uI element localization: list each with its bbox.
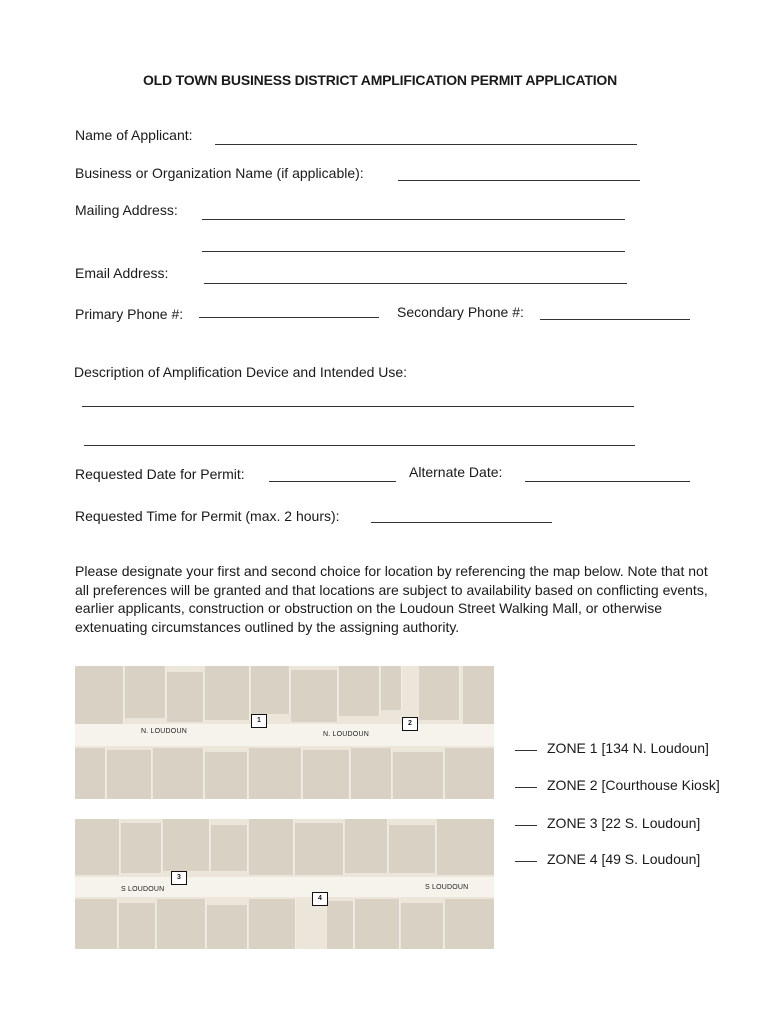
zone-3-option[interactable] [515, 815, 700, 831]
zone-4-option[interactable] [515, 851, 700, 867]
south-street-label-right: S LOUDOUN [425, 884, 469, 891]
requested-time-field[interactable] [371, 522, 552, 523]
zone-1-label: ZONE 1 [134 N. Loudoun] [547, 740, 709, 756]
primary-phone-field[interactable] [199, 317, 379, 318]
applicant-name-field[interactable] [215, 144, 637, 145]
north-street-label-right: N. LOUDOUN [323, 731, 369, 738]
zone-3-label: ZONE 3 [22 S. Loudoun] [547, 815, 701, 831]
zone-1-option[interactable] [515, 740, 709, 756]
device-description-field-line2[interactable] [84, 445, 635, 446]
business-name-label: Business or Organization Name (if applicable): [75, 165, 364, 181]
secondary-phone-label: Secondary Phone #: [397, 304, 524, 320]
mailing-address-field-line1[interactable] [202, 219, 625, 220]
location-instructions: Please designate your first and second choice for location by referencing the map below. Note that not all preferences will be granted and that locations are subject to availability based on conflicting events, earlier applicants, construction or obstruction on the Loudoun Street Walking Mall, or otherwise extenuating circumstances outlined by the assigning authority. [75, 563, 708, 635]
zone-2-label: ZONE 2 [Courthouse Kiosk] [547, 777, 720, 793]
zone-1-marker: 1 [251, 714, 267, 728]
alternate-date-field[interactable] [525, 481, 690, 482]
secondary-phone-field[interactable] [540, 319, 690, 320]
form-title: OLD TOWN BUSINESS DISTRICT AMPLIFICATION PERMIT APPLICATION [142, 72, 618, 88]
south-street-label-left: S LOUDOUN [121, 886, 165, 893]
primary-phone-label: Primary Phone #: [75, 306, 184, 322]
zone-4-label: ZONE 4 [49 S. Loudoun] [547, 851, 701, 867]
applicant-name-label: Name of Applicant: [75, 127, 193, 143]
mailing-address-field-line2[interactable] [202, 251, 625, 252]
device-description-label: Description of Amplification Device and Intended Use: [74, 364, 408, 380]
zone-1-choice-blank[interactable] [515, 750, 537, 751]
email-label: Email Address: [75, 265, 169, 281]
business-name-field[interactable] [398, 180, 640, 181]
alternate-date-label: Alternate Date: [409, 464, 503, 480]
zone-3-choice-blank[interactable] [515, 825, 537, 826]
zone-2-option[interactable] [515, 777, 720, 793]
zone-2-choice-blank[interactable] [515, 787, 537, 788]
zone-3-marker: 3 [171, 871, 187, 885]
device-description-field-line1[interactable] [82, 406, 634, 407]
mailing-address-label: Mailing Address: [75, 202, 178, 218]
requested-time-label: Requested Time for Permit (max. 2 hours): [75, 508, 340, 524]
zone-2-marker: 2 [402, 717, 418, 731]
email-field[interactable] [204, 283, 627, 284]
zone-4-choice-blank[interactable] [515, 861, 537, 862]
requested-date-field[interactable] [269, 481, 396, 482]
zone-4-marker: 4 [312, 892, 328, 906]
south-loudoun-map [75, 819, 494, 949]
north-loudoun-map [75, 666, 494, 799]
requested-date-label: Requested Date for Permit: [75, 466, 245, 482]
north-street-label-left: N. LOUDOUN [141, 728, 187, 735]
